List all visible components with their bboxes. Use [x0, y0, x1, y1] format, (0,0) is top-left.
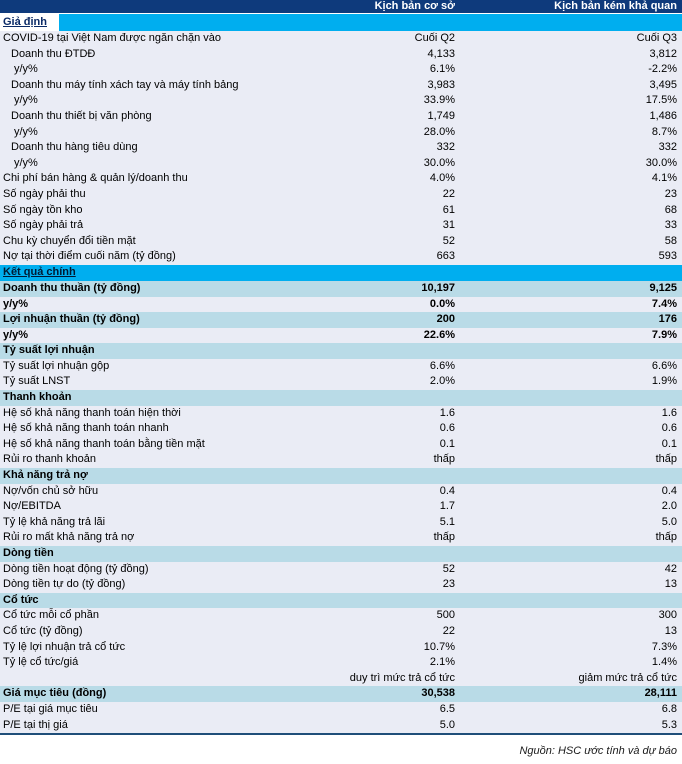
subsection-header-row: [0, 390, 682, 406]
table-row: [0, 515, 682, 531]
downside-scenario-value: giảm mức trả cổ tức: [578, 671, 677, 684]
row-label: Cổ tức mỗi cổ phần: [3, 609, 100, 622]
row-label: Kết quả chính: [3, 266, 76, 279]
base-scenario-value: 61: [442, 203, 455, 216]
downside-scenario-value: 332: [658, 141, 677, 154]
downside-scenario-value: 13: [664, 578, 677, 591]
row-label-cell: [0, 359, 336, 375]
row-label: Tỷ suất lợi nhuận: [3, 344, 95, 357]
row-label-cell: [0, 718, 336, 734]
base-scenario-value: 52: [442, 234, 455, 247]
downside-scenario-value: 8.7%: [651, 125, 677, 138]
base-scenario-value: 30,538: [421, 687, 455, 700]
row-label: Doanh thu thuần (tỷ đồng): [3, 281, 141, 294]
column-header-downside-scenario: Kịch bản kém khả quan: [554, 0, 677, 12]
downside-scenario-value: 68: [664, 203, 677, 216]
downside-scenario-value: 1.9%: [651, 375, 677, 388]
row-label-cell: [0, 515, 336, 531]
row-label: P/E tại thị giá: [3, 718, 68, 731]
row-label-cell: [0, 62, 336, 78]
row-label: Doanh thu thiết bị văn phòng: [11, 109, 152, 122]
base-scenario-value: 4,133: [427, 47, 455, 60]
downside-scenario-value: Cuối Q3: [636, 32, 677, 44]
base-scenario-value: 4.0%: [429, 172, 455, 185]
base-scenario-value: 30.0%: [423, 156, 455, 169]
base-scenario-value: thấp: [433, 453, 455, 466]
downside-scenario-value: 42: [664, 562, 677, 575]
base-scenario-value: 22.6%: [423, 328, 455, 341]
table-row: [0, 47, 682, 63]
row-label-cell: [0, 265, 336, 280]
table-row: [0, 249, 682, 265]
row-label-cell: [0, 297, 336, 313]
base-scenario-value: 2.0%: [429, 375, 455, 388]
base-scenario-value: 33.9%: [423, 94, 455, 107]
base-scenario-value: 2.1%: [429, 656, 455, 669]
table-bottom-rule: [0, 733, 682, 735]
row-label-cell: [0, 125, 336, 141]
base-scenario-value: thấp: [433, 531, 455, 544]
downside-scenario-value: 0.1: [661, 437, 677, 450]
row-label: y/y%: [14, 156, 38, 169]
row-label-cell: [0, 484, 336, 500]
row-label-cell: [0, 156, 336, 172]
row-label: Dòng tiền hoạt động (tỷ đồng): [3, 562, 149, 575]
row-label: Số ngày phải trả: [3, 219, 84, 232]
table-row: [0, 171, 682, 187]
row-label-cell: [0, 374, 336, 390]
row-label: Cổ tức (tỷ đồng): [3, 624, 83, 637]
downside-scenario-value: 17.5%: [645, 94, 677, 107]
table-row: [0, 93, 682, 109]
row-label-cell: [0, 93, 336, 109]
downside-scenario-value: 30.0%: [645, 156, 677, 169]
base-scenario-value: 0.4: [439, 484, 455, 497]
downside-scenario-value: 1,486: [649, 109, 677, 122]
row-label: Khả năng trả nợ: [3, 469, 88, 482]
table-row: [0, 31, 682, 47]
downside-scenario-value: 3,812: [649, 47, 677, 60]
base-scenario-value: 10,197: [421, 281, 455, 294]
table-row: [0, 297, 682, 313]
downside-scenario-value: 4.1%: [651, 172, 677, 185]
row-label-cell: [0, 234, 336, 250]
table-row: [0, 156, 682, 172]
table-row: [0, 234, 682, 250]
downside-scenario-value: 5.0: [661, 515, 677, 528]
row-label: Rủi ro mất khả năng trả nợ: [3, 531, 135, 544]
base-scenario-value: 31: [442, 219, 455, 232]
downside-scenario-value: 7.3%: [651, 640, 677, 653]
row-label-cell: [0, 406, 336, 422]
row-label-cell: [0, 671, 336, 687]
downside-scenario-value: 6.6%: [651, 359, 677, 372]
downside-scenario-value: 7.4%: [651, 297, 677, 310]
row-label: Dòng tiền: [3, 547, 54, 559]
base-scenario-value: 0.1: [439, 437, 455, 450]
base-scenario-value: 22: [442, 187, 455, 200]
row-label-cell: [0, 546, 336, 562]
row-label: Tỷ lệ lợi nhuận trả cổ tức: [3, 640, 126, 653]
downside-scenario-value: 2.0: [661, 500, 677, 513]
downside-scenario-value: thấp: [655, 453, 677, 466]
row-label-cell: [0, 187, 336, 203]
row-label: Hệ số khả năng thanh toán hiện thời: [3, 406, 181, 419]
row-label-cell: [0, 608, 336, 624]
row-label-cell: [0, 655, 336, 671]
row-label-cell: [0, 452, 336, 468]
base-scenario-value: 28.0%: [423, 125, 455, 138]
subsection-header-row: [0, 468, 682, 484]
section-header-row: [0, 14, 682, 31]
table-row: [0, 686, 682, 702]
row-label: y/y%: [3, 328, 29, 341]
row-label-cell: [0, 390, 336, 406]
table-row: [0, 187, 682, 203]
downside-scenario-value: 33: [664, 219, 677, 232]
base-scenario-value: 663: [436, 250, 455, 263]
downside-scenario-value: 58: [664, 234, 677, 247]
row-label: Giá mục tiêu (đồng): [3, 687, 107, 700]
row-label: Doanh thu hàng tiêu dùng: [11, 141, 138, 154]
row-label: P/E tại giá mục tiêu: [3, 702, 98, 715]
table-header-row: [0, 0, 682, 14]
section-header-row: [0, 265, 682, 281]
downside-scenario-value: 1.6: [661, 406, 677, 419]
base-scenario-value: 1.7: [439, 500, 455, 513]
row-label: Rủi ro thanh khoản: [3, 453, 96, 466]
base-scenario-value: 3,983: [427, 78, 455, 91]
row-label-cell: [0, 31, 336, 47]
row-label-cell: [0, 14, 336, 31]
table-row: [0, 406, 682, 422]
base-scenario-value: 332: [436, 141, 455, 154]
base-scenario-value: 0.6: [439, 422, 455, 435]
row-label: Thanh khoản: [3, 391, 72, 404]
row-label: y/y%: [14, 94, 38, 107]
table-row: [0, 499, 682, 515]
row-label-cell: [0, 78, 336, 94]
base-scenario-value: 0.0%: [429, 297, 455, 310]
row-label-cell: [0, 203, 336, 219]
table-body: [0, 14, 682, 733]
table-row: [0, 484, 682, 500]
table-row: [0, 624, 682, 640]
row-label-cell: [0, 562, 336, 578]
row-label-cell: [0, 140, 336, 156]
subsection-header-row: [0, 593, 682, 609]
row-label-cell: [0, 640, 336, 656]
table-row: [0, 140, 682, 156]
table-row: [0, 125, 682, 141]
row-label-cell: [0, 281, 336, 297]
row-label: Doanh thu máy tính xách tay và máy tính bảng: [11, 78, 239, 91]
table-row: [0, 718, 682, 734]
row-label-cell: [0, 530, 336, 546]
row-label: Tỷ lệ khả năng trả lãi: [3, 515, 106, 528]
row-label: Doanh thu ĐTDĐ: [11, 47, 96, 60]
row-label: y/y%: [3, 297, 29, 310]
base-scenario-value: 10.7%: [423, 640, 455, 653]
downside-scenario-value: 5.3: [661, 718, 677, 731]
table-row: [0, 78, 682, 94]
downside-scenario-value: 0.6: [661, 422, 677, 435]
downside-scenario-value: thấp: [655, 531, 677, 544]
base-scenario-value: 52: [442, 562, 455, 575]
row-label: Giả định: [0, 14, 59, 31]
table-row: [0, 218, 682, 234]
table-row: [0, 328, 682, 344]
row-label: Dòng tiền tự do (tỷ đồng): [3, 578, 126, 591]
table-row: [0, 655, 682, 671]
downside-scenario-value: 23: [664, 187, 677, 200]
base-scenario-value: 5.0: [439, 718, 455, 731]
table-row: [0, 374, 682, 390]
row-label: Chi phí bán hàng & quản lý/doanh thu: [3, 172, 188, 185]
table-row: [0, 702, 682, 718]
downside-scenario-value: 176: [658, 313, 677, 326]
table-row: [0, 62, 682, 78]
row-label: Nợ/vốn chủ sở hữu: [3, 484, 99, 497]
subsection-header-row: [0, 343, 682, 359]
base-scenario-value: 5.1: [439, 515, 455, 528]
row-label-cell: [0, 577, 336, 593]
row-label: Tỷ suất LNST: [3, 375, 71, 388]
table-row: [0, 530, 682, 546]
base-scenario-value: 22: [442, 624, 455, 637]
row-label: Tỷ suất lợi nhuận gộp: [3, 359, 110, 372]
table-row: [0, 421, 682, 437]
row-label-cell: [0, 499, 336, 515]
table-row: [0, 640, 682, 656]
table-row: [0, 608, 682, 624]
downside-scenario-value: 6.8: [661, 702, 677, 715]
row-label: y/y%: [14, 63, 38, 76]
row-label-cell: [0, 468, 336, 484]
base-scenario-value: Cuối Q2: [414, 32, 455, 44]
row-label: Số ngày tồn kho: [3, 203, 83, 216]
table-row: [0, 203, 682, 219]
base-scenario-value: duy trì mức trả cổ tức: [349, 671, 455, 684]
table-row: [0, 452, 682, 468]
table-row: [0, 312, 682, 328]
base-scenario-value: 23: [442, 578, 455, 591]
row-label: Tỷ lệ cổ tức/giá: [3, 656, 79, 669]
table-row: [0, 577, 682, 593]
row-label-cell: [0, 328, 336, 344]
row-label: Hệ số khả năng thanh toán nhanh: [3, 422, 169, 435]
subsection-header-row: [0, 546, 682, 562]
base-scenario-value: 1,749: [427, 109, 455, 122]
row-label-cell: [0, 593, 336, 609]
row-label: y/y%: [14, 125, 38, 138]
row-label-cell: [0, 437, 336, 453]
table-row: [0, 109, 682, 125]
downside-scenario-value: 28,111: [644, 687, 677, 700]
row-label-cell: [0, 249, 336, 265]
table-row: [0, 562, 682, 578]
row-label: Cổ tức: [3, 593, 39, 606]
downside-scenario-value: -2.2%: [648, 63, 677, 76]
row-label-cell: [0, 47, 336, 63]
row-label: Nợ/EBITDA: [3, 500, 61, 513]
row-label-cell: [0, 702, 336, 718]
base-scenario-value: 1.6: [439, 406, 455, 419]
downside-scenario-value: 3,495: [649, 78, 677, 91]
table-row: [0, 437, 682, 453]
column-header-base-scenario: Kịch bản cơ sở: [374, 0, 455, 12]
row-label-cell: [0, 218, 336, 234]
row-label: Chu kỳ chuyển đổi tiền mặt: [3, 234, 136, 247]
row-label-cell: [0, 343, 336, 359]
row-label-cell: [0, 312, 336, 328]
base-scenario-value: 200: [436, 313, 455, 326]
row-label: COVID-19 tại Việt Nam được ngăn chặn vào: [3, 32, 221, 44]
base-scenario-value: 6.5: [439, 702, 455, 715]
downside-scenario-value: 13: [664, 624, 677, 637]
row-label-cell: [0, 624, 336, 640]
row-label: Lợi nhuận thuần (tỷ đồng): [3, 313, 140, 326]
base-scenario-value: 6.6%: [429, 359, 455, 372]
base-scenario-value: 6.1%: [429, 63, 455, 76]
downside-scenario-value: 1.4%: [651, 656, 677, 669]
downside-scenario-value: 593: [658, 250, 677, 263]
row-label: Số ngày phải thu: [3, 187, 86, 200]
row-label-cell: [0, 686, 336, 702]
base-scenario-value: 500: [436, 609, 455, 622]
downside-scenario-value: 9,125: [649, 281, 677, 294]
downside-scenario-value: 300: [658, 609, 677, 622]
row-label-cell: [0, 421, 336, 437]
row-label-cell: [0, 109, 336, 125]
row-label-cell: [0, 171, 336, 187]
downside-scenario-value: 0.4: [661, 484, 677, 497]
table-row: [0, 281, 682, 297]
table-row: [0, 359, 682, 375]
row-label: Hệ số khả năng thanh toán bằng tiền mặt: [3, 437, 205, 450]
table-row: [0, 671, 682, 687]
downside-scenario-value: 7.9%: [651, 328, 677, 341]
row-label: Nợ tại thời điểm cuối năm (tỷ đồng): [3, 250, 176, 263]
source-note: Nguồn: HSC ước tính và dự báo: [519, 745, 677, 758]
